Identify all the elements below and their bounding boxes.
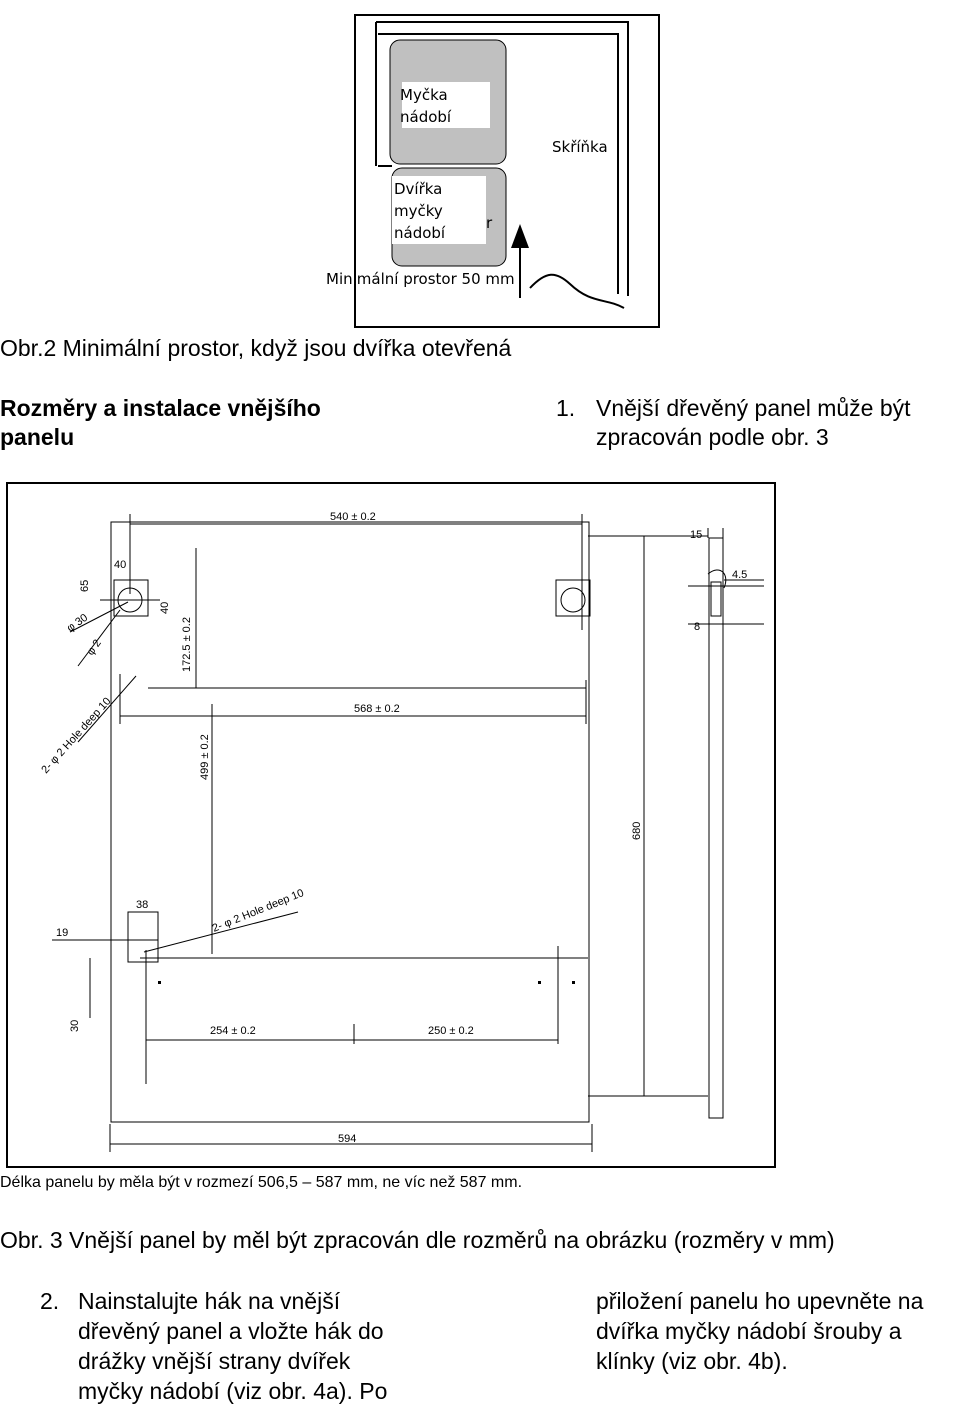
length-note: Délka panelu by měla být v rozmezí 506,5 – 587 mm, ne víc než 587 mm. <box>0 1174 523 1191</box>
step-1-number: 1. <box>556 395 576 421</box>
step-2-right-line-1: přiložení panelu ho upevněte na <box>596 1288 924 1314</box>
section-title-line-1: Rozměry a instalace vnějšího <box>0 395 321 421</box>
door-letter: r <box>486 214 493 232</box>
dim-594: 594 <box>338 1133 357 1145</box>
dishwasher-label-line-2: nádobí <box>400 108 452 126</box>
step-1-line-2: zpracován podle obr. 3 <box>596 424 829 450</box>
side-profile-hook <box>711 582 721 616</box>
dim-phi30: φ 30 <box>64 611 91 635</box>
dim-4-5: 4.5 <box>732 569 748 581</box>
section-title <box>0 394 321 452</box>
small-hole-1 <box>158 981 161 984</box>
hole-note-top: 2- φ 2 Hole deep 10 <box>39 695 114 777</box>
figure-2-caption: Obr.2 Minimální prostor, když jsou dvířka otevřená <box>0 335 512 361</box>
step-2-left-line-1: Nainstalujte hák na vnější <box>78 1288 341 1314</box>
dim-254: 254 ± 0.2 <box>210 1025 256 1037</box>
small-hole-3 <box>572 981 575 984</box>
dim-680: 680 <box>631 821 643 840</box>
dim-top-width: 540 ± 0.2 <box>330 511 376 523</box>
dim-38: 38 <box>136 899 149 911</box>
door-label <box>394 178 445 244</box>
door-label-line-2: myčky <box>394 202 443 220</box>
side-profile <box>709 538 723 1118</box>
figure-2 <box>326 14 660 328</box>
step-2-left-line-4: myčky nádobí (viz obr. 4a). Po <box>78 1378 388 1404</box>
step-2-number: 2. <box>40 1288 60 1314</box>
small-hole-2 <box>538 981 541 984</box>
figure-3-drawing <box>8 484 774 1166</box>
figure-3-caption: Obr. 3 Vnější panel by měl být zpracován dle rozměrů na obrázku (rozměry v mm) <box>0 1227 835 1253</box>
dim-65: 65 <box>79 579 91 592</box>
dim-19: 19 <box>56 927 69 939</box>
step-2-right-line-3: klínky (viz obr. 4b). <box>596 1348 788 1374</box>
dim-8: 8 <box>694 621 701 633</box>
door-label-line-1: Dvířka <box>394 180 443 198</box>
dim-40a: 40 <box>114 559 127 571</box>
step-2-left-column <box>78 1286 387 1406</box>
cabinet-label: Skříňka <box>552 138 608 156</box>
dim-phi2: φ 2 <box>84 637 104 658</box>
step-1-line-1: Vnější dřevěný panel může být <box>596 395 911 421</box>
hole-top-right <box>561 588 585 612</box>
dim-15: 15 <box>690 529 703 541</box>
min-space-label: Minimální prostor 50 mm <box>326 270 515 288</box>
step-2-left-line-3: drážky vnější strany dvířek <box>78 1348 351 1374</box>
step-2-right-column <box>596 1286 923 1376</box>
dim-30: 30 <box>69 1019 81 1032</box>
section-title-line-2: panelu <box>0 424 75 450</box>
dim-568: 568 ± 0.2 <box>354 703 400 715</box>
dim-250: 250 ± 0.2 <box>428 1025 474 1037</box>
dim-172: 172.5 ± 0.2 <box>181 617 193 672</box>
bottom-bracket <box>128 912 158 962</box>
dishwasher-label-line-1: Myčka <box>400 86 448 104</box>
step-2-left-line-2: dřevěný panel a vložte hák do <box>78 1318 384 1344</box>
small-holes <box>158 981 575 984</box>
step-1-text <box>596 394 911 452</box>
dishwasher-label <box>400 84 451 128</box>
figure-3 <box>6 482 776 1168</box>
dim-40b: 40 <box>159 601 171 614</box>
hole-note-bottom: 2- φ 2 Hole deep 10 <box>210 887 306 935</box>
panel-outline <box>111 522 589 1122</box>
dim-499: 499 ± 0.2 <box>199 734 211 780</box>
door-label-line-3: nádobí <box>394 224 446 242</box>
step-2-right-line-2: dvířka myčky nádobí šrouby a <box>596 1318 902 1344</box>
up-arrow-icon <box>511 224 529 248</box>
